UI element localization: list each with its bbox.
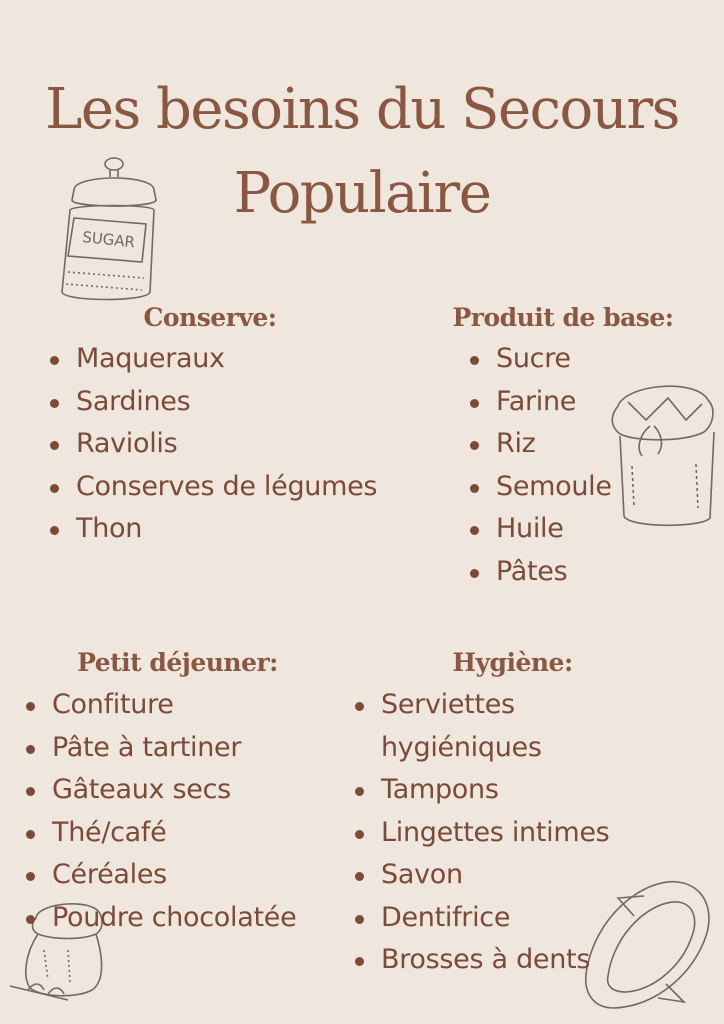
list-item: Brosses à dents [355,939,611,982]
list-item: Pâte à tartiner [26,727,296,770]
list-item: Serviettes hygiéniques [355,684,611,769]
title-line-1: Les besoins du Secours [45,77,679,142]
list-item: Sardines [50,381,377,424]
title-line-2: Populaire [233,161,491,226]
list-item: Thon [50,508,377,551]
list-item: Maqueraux [50,338,377,381]
sugar-jar-illustration [52,152,162,307]
list-item: Gâteaux secs [26,769,296,812]
sugar-label: SUGAR [81,227,136,252]
list-item: Dentifrice [355,897,611,940]
heading-produit-de-base: Produit de base: [452,303,674,332]
list-item: Sucre [470,338,612,381]
list-item: Riz [470,423,612,466]
list-item: Pâtes [470,551,612,594]
list-item: Confiture [26,684,296,727]
list-item: Huile [470,508,612,551]
list-item: Lingettes intimes [355,812,611,855]
list-item: Raviolis [50,423,377,466]
list-petit-dejeuner [26,684,296,939]
heading-petit-dejeuner: Petit déjeuner: [77,648,278,677]
list-item: Céréales [26,854,296,897]
list-item: Thé/café [26,812,296,855]
heading-conserve: Conserve: [143,303,277,332]
list-item: Farine [470,381,612,424]
list-item: Savon [355,854,611,897]
list-item: Poudre chocolatée [26,897,296,940]
list-item: Semoule [470,466,612,509]
jam-jar-illustration [606,376,722,534]
heading-hygiene: Hygiène: [452,648,573,677]
list-hygiene [355,684,611,982]
list-item: Conserves de légumes [50,466,377,509]
list-item: Tampons [355,769,611,812]
list-conserve [50,338,377,551]
list-produit-de-base [470,338,612,593]
